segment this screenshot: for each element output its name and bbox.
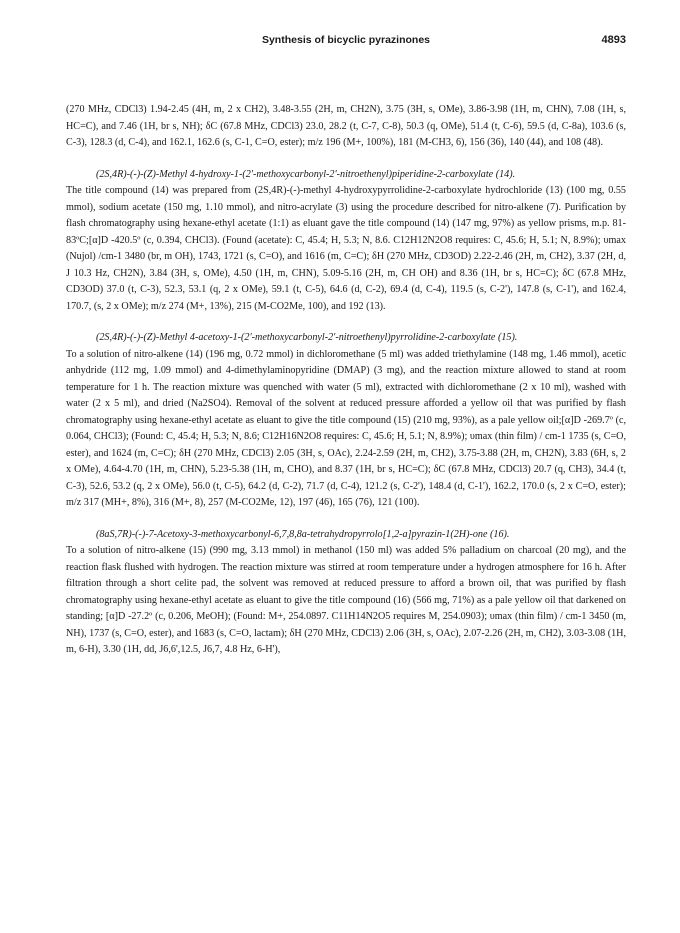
block-spacer bbox=[66, 512, 626, 527]
compound-15-procedure: To a solution of nitro-alkene (14) (196 mg, 0.72 mmol) in dichloromethane (5 ml) was added triethylamine (148 mg, 1.46 mmol), acetic anhydride (112 mg, 1.09 mmol) and 4-dimethylaminopyridine (DMAP) (3 mg), and the reaction mixture allowed to stand at room temperature for 1 h. The reaction mixture was quenched with water (5 ml), extracted with dichloromethane (2 x 10 ml), washed with water (2 x 5 ml), and dried (Na2SO4). Removal of the solvent at reduced pressure afforded a yellow oil that was purified by flash chromatography using hexane-ethyl acetate as eluant to give the title compound (15) (210 mg, 93%), as a pale yellow oil;[α]D -269.7º (c, 0.064, CHCl3); (Found: C, 45.4; H, 5.3; N, 8.6; C12H16N2O8 requires: C, 45.6; H, 5.1; N, 8.9%); υmax (thin film) / cm-1 1735 (s, C=O, ester), and 1624 (m, C=C); δH (270 MHz, CDCl3) 2.05 (3H, s, OAc), 2.24-2.59 (2H, m, CH2), 3.75-3.88 (2H, m, CH2N), 3.83 (6H, s, 2 x OMe), 4.64-4.70 (1H, m, CHN), 5.23-5.38 (1H, m, CHO), and 8.37 (1H, br s, HC=C); δC (67.8 MHz, CDCl3) 20.7 (q, CH3), 34.4 (t, C-3), 52.6, 53.2 (q, 2 x OMe), 56.0 (t, C-5), 64.2 (d, C-2), 71.7 (d, C-4), 121.2 (s, C-2'), 148.4 (d, C-1'), 162.2, 170.0 (s, 2 x C=O, ester); m/z 317 (MH+, 8%), 316 (M+, 8), 257 (M-CO2Me, 12), 197 (46), 165 (76), 121 (100). bbox=[66, 348, 626, 508]
compound-16-title: (8aS,7R)-(-)-7-Acetoxy-3-methoxycarbonyl-6,7,8,8a-tetrahydropyrrolo[1,2-a]pyrazin-1(2H)-one (16). bbox=[96, 528, 510, 540]
page-header bbox=[66, 34, 626, 54]
running-title: Synthesis of bicyclic pyrazinones bbox=[261, 34, 431, 46]
compound-14-procedure: The title compound (14) was prepared from (2S,4R)-(-)-methyl 4-hydroxypyrrolidine-2-carboxylate hydrochloride (13) (100 mg, 0.55 mmol), sodium acetate (150 mg, 1.10 mmol), and nitro-acrylate (3) using the procedure described for nitro-alkene (7). Purification by flash chromatography using hexane-ethyl acetate (1:1) as eluant gave the title compound (14) (147 mg, 97%) as yellow prisms, m.p. 81-83ºC;[α]D -420.5º (c, 0.394, CHCl3). (Found (acetate): C, 45.4; H, 5.3; N, 8.6. C12H12N2O8 requires: C, 45.6; H, 5.1; N, 8.9%); υmax (Nujol) /cm-1 3480 (br, m OH), 1743, 1721 (s, C=O), and 1616 (m, C=C); δH (270 MHz, CD3OD) 2.22-2.46 (2H, m, CH2), 3.37 (2H, d, J 10.3 Hz, CH2N), 3.84 (3H, s, OMe), 4.50 (1H, m, CHN), 5.09-5.16 (2H, m, CH OH) and 8.36 (1H, br s, HC=C); δC (67.8 MHz, CD3OD) 37.0 (t, C-3), 52.3, 53.1 (q, 2 x OMe), 59.1 (t, C-5), 64.6 (d, C-2), 69.4 (d, C-4), 119.5 (s, C-2'), 147.8 (s, C-1'), and 162.4, 170.7, (s, 2 x OMe); m/z 274 (M+, 13%), 215 (M-CO2Me, 100), and 192 (13). bbox=[66, 185, 626, 312]
continuation-paragraph: (270 MHz, CDCl3) 1.94-2.45 (4H, m, 2 x CH2), 3.48-3.55 (2H, m, CH2N), 3.75 (3H, s, OMe), 3.86-3.98 (1H, m, CHN), 7.08 (1H, s, HC=C), and 7.46 (1H, br s, NH); δC (67.8 MHz, CDCl3) 23.0, 28.2 (t, C-7, C-8), 50.3 (q, OMe), 51.4 (t, C-6), 59.5 (d, C-8a), 103.6 (s, C-3), 128.3 (d, C-4), and 162.1, 162.6 (s, C-1, C=O, ester); m/z 196 (M+, 100%), 181 (M-CH3, 6), 156 (36), 140 (44), and 108 (48). bbox=[66, 104, 626, 148]
compound-15-title: (2S,4R)-(-)-(Z)-Methyl 4-acetoxy-1-(2'-methoxycarbonyl-2'-nitroethenyl)pyrrolidine-2-carboxylate (15). bbox=[96, 332, 518, 343]
block-spacer bbox=[66, 152, 626, 167]
paper-page bbox=[66, 0, 626, 659]
compound-14-title: (2S,4R)-(-)-(Z)-Methyl 4-hydroxy-1-(2'-methoxycarbonyl-2'-nitroethenyl)piperidine-2-carboxylate (14). bbox=[96, 168, 516, 180]
block-spacer bbox=[66, 315, 626, 330]
article-body bbox=[66, 102, 626, 659]
compound-16-procedure: To a solution of nitro-alkene (15) (990 mg, 3.13 mmol) in methanol (150 ml) was added 5% palladium on charcoal (20 mg), and the reaction flask flushed with hydrogen. The reaction mixture was stirred at room temperature under a hydrogen atmosphere for 16 h. After filtration through a short celite pad, the solvent was removed at reduced pressure to afford a brown oil, that was purified by flash chromatography using hexane-ethyl acetate as eluant to give the title compound (16) (566 mg, 71%) as a pale yellow oil that darkened on standing; [α]D -27.2º (c, 0.206, MeOH); (Found: M+, 254.0897. C11H14N2O5 requires M, 254.0903); υmax (thin film) / cm-1 3450 (m, NH), 1737 (s, C=O, ester), and 1683 (s, C=O, lactam); δH (270 MHz, CDCl3) 2.06 (3H, s, OAc), 2.07-2.26 (2H, m, CH2), 3.03-3.08 (1H, m, 6-H), 3.30 (1H, dd, J6,6',12.5, J6,7, 4.8 Hz, 6-H'), bbox=[66, 545, 626, 655]
page-number: 4893 bbox=[601, 34, 626, 46]
